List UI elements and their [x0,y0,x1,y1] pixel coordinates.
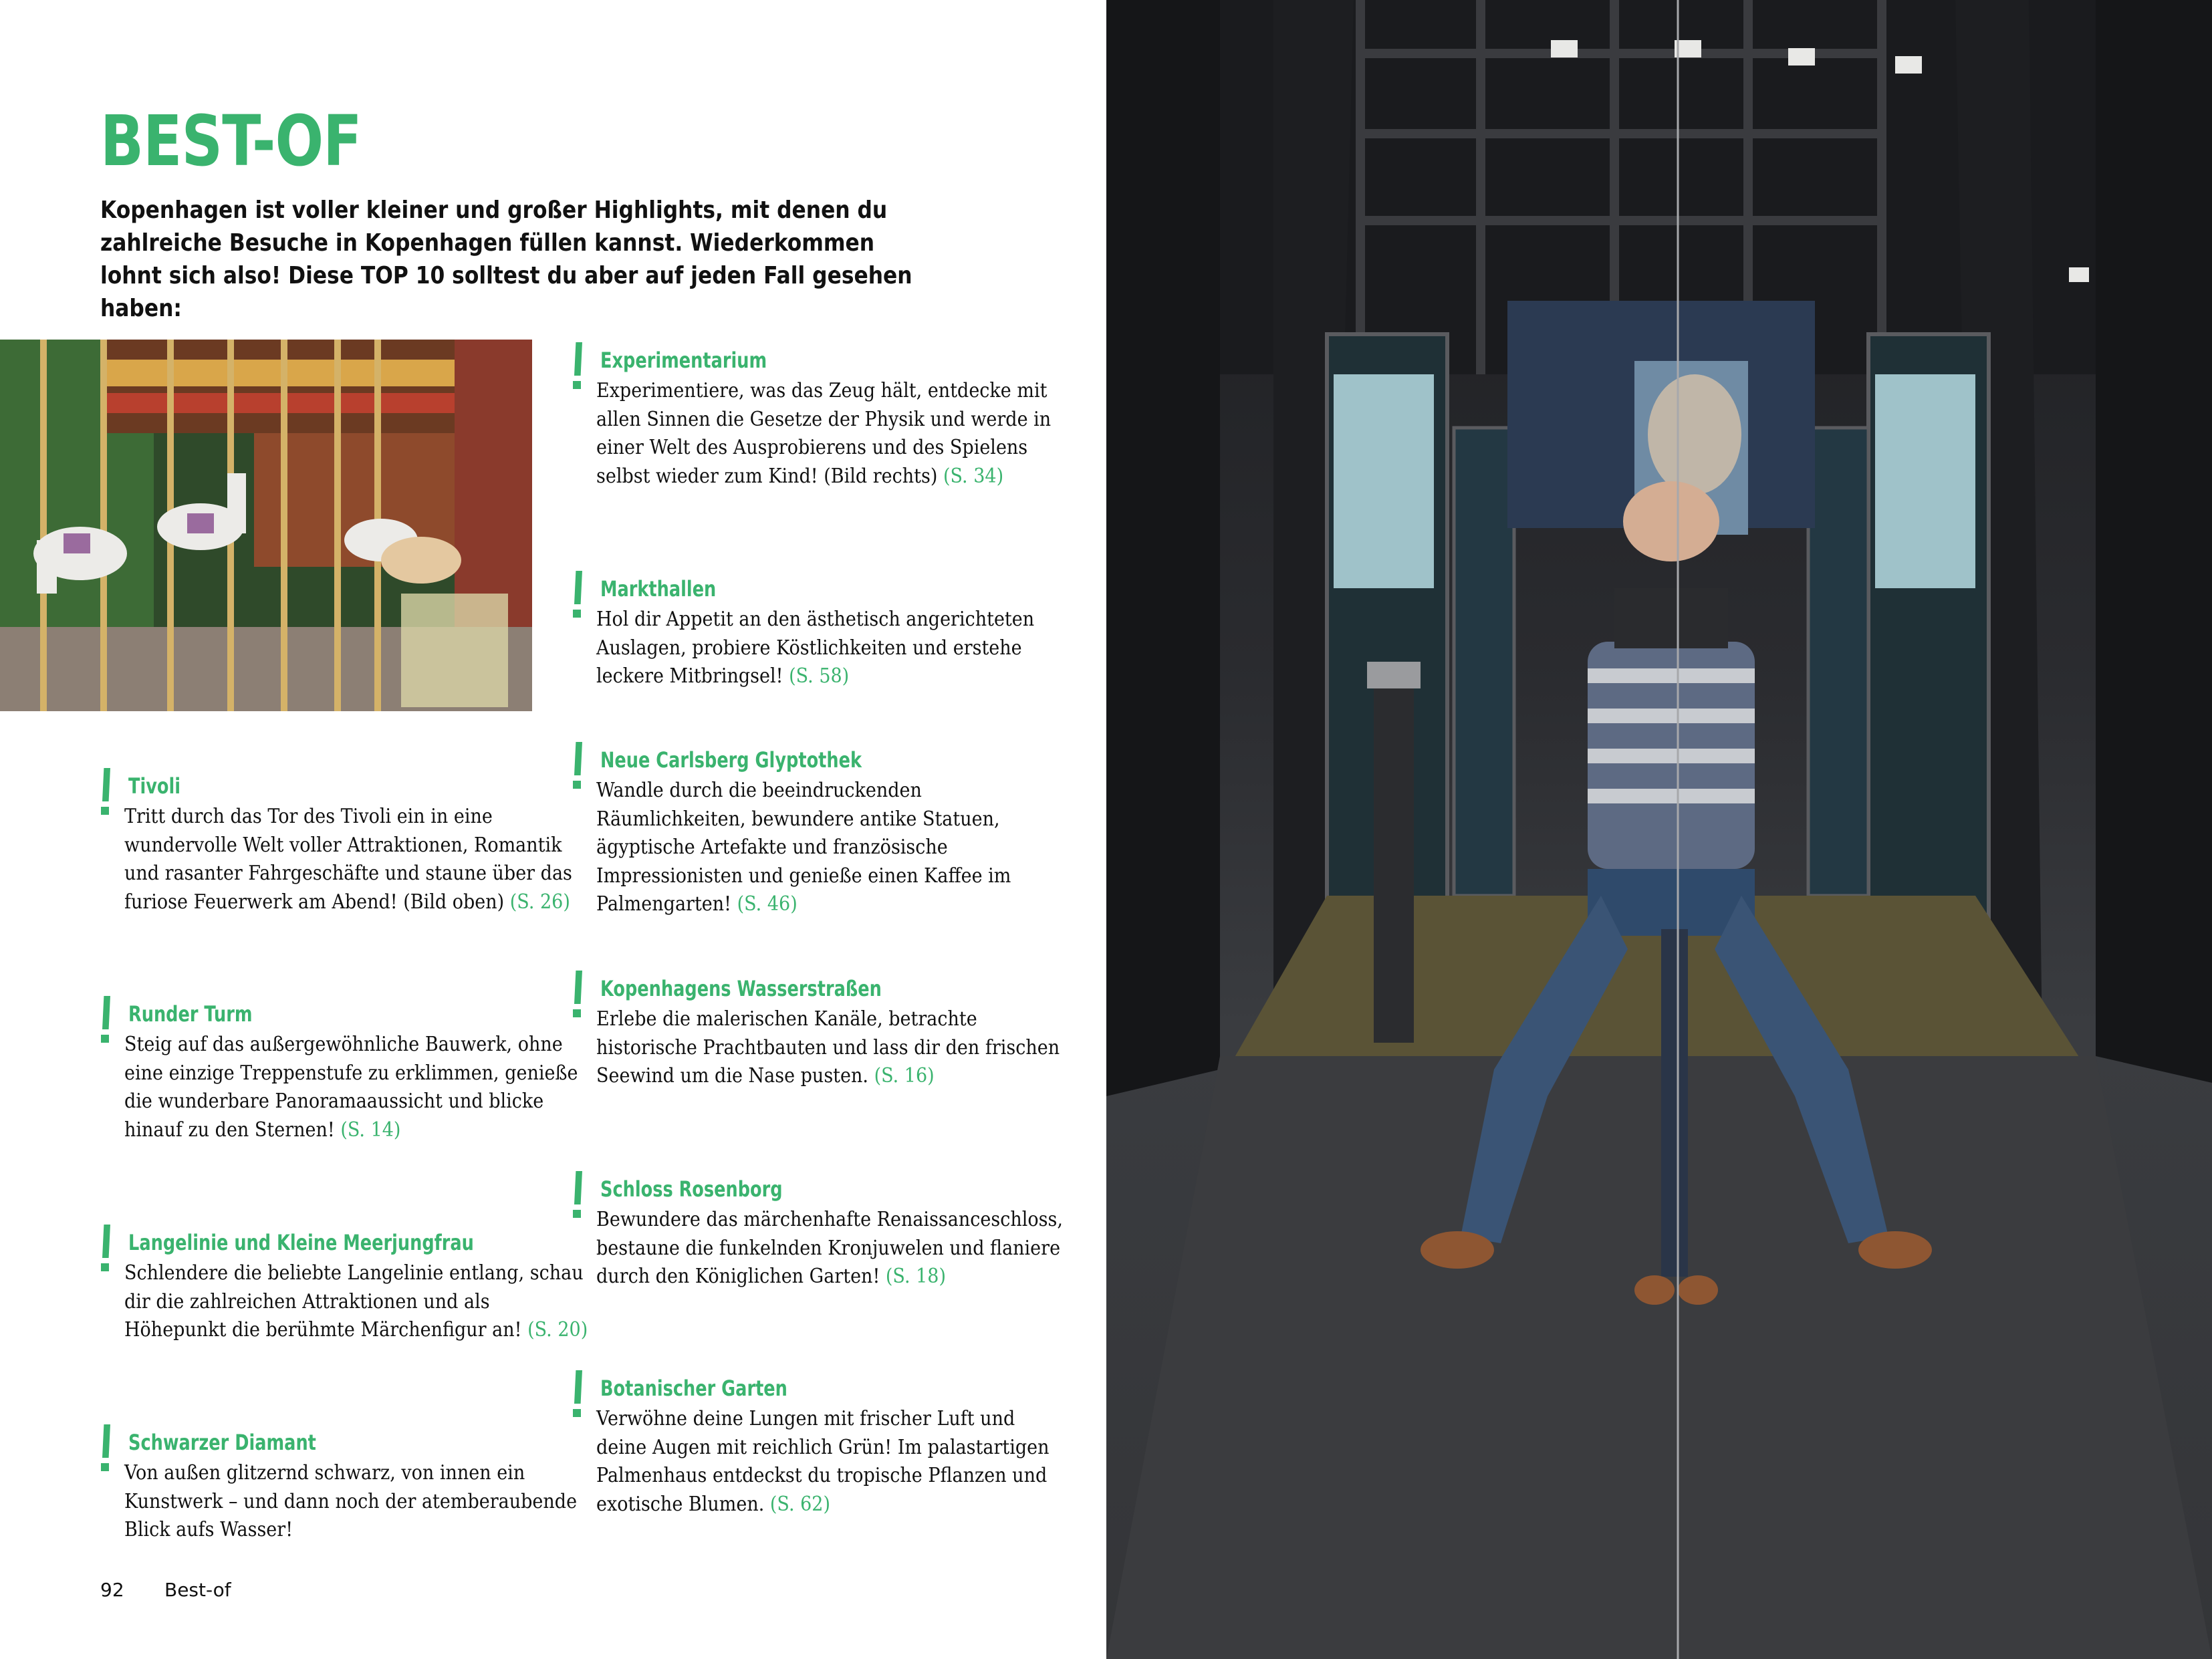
entry-text: Hol dir Appetit an den ästhetisch angerichteten Auslagen, probiere Köstlichkeiten und erstehe leckere Mitbringsel! (S. 58) [596,608,1035,688]
page-reference: (S. 58) [789,664,850,688]
exclamation-icon [573,742,584,790]
exclamation-icon [573,1370,584,1418]
list-item [124,1230,592,1345]
exclamation-icon [101,768,112,816]
entry-title: Tivoli [128,773,181,799]
page-reference: (S. 26) [509,890,570,914]
page-reference: (S. 18) [885,1265,947,1289]
list-item [124,1430,592,1545]
page-number: 92 [100,1579,124,1601]
exclamation-icon [573,571,584,619]
list-item [596,976,1064,1091]
list-item [596,1376,1064,1519]
page-reference: (S. 62) [769,1492,831,1516]
list-item [596,1176,1064,1291]
carousel-photo [0,340,532,711]
page-reference: (S. 46) [737,892,797,916]
list-item [124,773,592,916]
intro-text: Kopenhagen ist voller kleiner und großer Highlights, mit denen du zahlreiche Besuche in Kopenhagen füllen kannst. Wiederkommen lohnt sich also! Diese TOP 10 solltest du aber auf jeden Fall gesehen haben: [100,197,912,322]
list-item [124,1001,592,1144]
exclamation-icon [101,996,112,1044]
list-item [596,348,1064,491]
entry-title: Markthallen [600,576,717,602]
entry-text: Schlendere die beliebte Langelinie entlang, schau dir die zahlreichen Attraktionen und als Höhepunkt die berühmte Märchenfigur an! (S. 20) [124,1261,588,1342]
entry-text: Bewundere das märchenhafte Renaissanceschloss, bestaune die funkelnden Kronjuwelen und flaniere durch den Königlichen Garten! (S. 18) [596,1208,1063,1289]
exclamation-icon [573,342,584,390]
entry-title: Schloss Rosenborg [600,1176,783,1202]
entry-title: Schwarzer Diamant [128,1430,316,1455]
entry-title: Runder Turm [128,1001,253,1027]
footer-label: Best-of [164,1579,231,1601]
entry-text: Wandle durch die beeindruckenden Räumlichkeiten, bewundere antike Statuen, ägyptische Artefakte und französische Impressionisten und genieße einen Kaffee im Palmengarten! (S. 46) [596,779,1011,916]
list-item [596,576,1064,691]
entry-text: Tritt durch das Tor des Tivoli ein in eine wundervolle Welt voller Attraktionen, Romantik und rasanter Fahrgeschäfte und staune über das furiose Feuerwerk am Abend! (Bild oben) (S. 26) [124,805,572,914]
entry-title: Experimentarium [600,348,767,373]
exclamation-icon [573,971,584,1019]
list-item [596,747,1064,919]
entry-text: Experimentiere, was das Zeug hält, entdecke mit allen Sinnen die Gesetze der Physik und werde in einer Welt des Ausprobierens und des Spielens selbst wieder zum Kind! (Bild rechts) (S. 34) [596,379,1052,488]
entry-title: Langelinie und Kleine Meerjungfrau [128,1230,474,1255]
exclamation-icon [101,1225,112,1273]
entry-text: Steig auf das außergewöhnliche Bauwerk, ohne eine einzige Treppenstufe zu erklimmen, genieße die wunderbare Panoramaaussicht und blicke hinauf zu den Sternen! (S. 14) [124,1033,578,1142]
exclamation-icon [573,1171,584,1219]
entry-title: Neue Carlsberg Glyptothek [600,747,862,773]
page-reference: (S. 20) [527,1318,588,1342]
page-title: BEST-OF [100,100,362,182]
entry-text: Erlebe die malerischen Kanäle, betrachte historische Prachtbauten und lass dir den frischen Seewind um die Nase pusten. (S. 16) [596,1007,1060,1088]
entry-text: Von außen glitzernd schwarz, von innen ein Kunstwerk – und dann noch der atemberaubende Blick aufs Wasser! [124,1461,578,1542]
exclamation-icon [101,1424,112,1473]
entry-text: Verwöhne deine Lungen mit frischer Luft und deine Augen mit reichlich Grün! Im palastartigen Palmenhaus entdeckst du tropische Pflanzen und exotische Blumen. (S. 62) [596,1407,1050,1516]
entry-title: Kopenhagens Wasserstraßen [600,976,882,1001]
page-reference: (S. 34) [943,464,1004,488]
page-reference: (S. 14) [340,1118,401,1142]
experimentarium-photo [1106,0,2212,1659]
entry-title: Botanischer Garten [600,1376,787,1401]
page-reference: (S. 16) [874,1064,935,1088]
